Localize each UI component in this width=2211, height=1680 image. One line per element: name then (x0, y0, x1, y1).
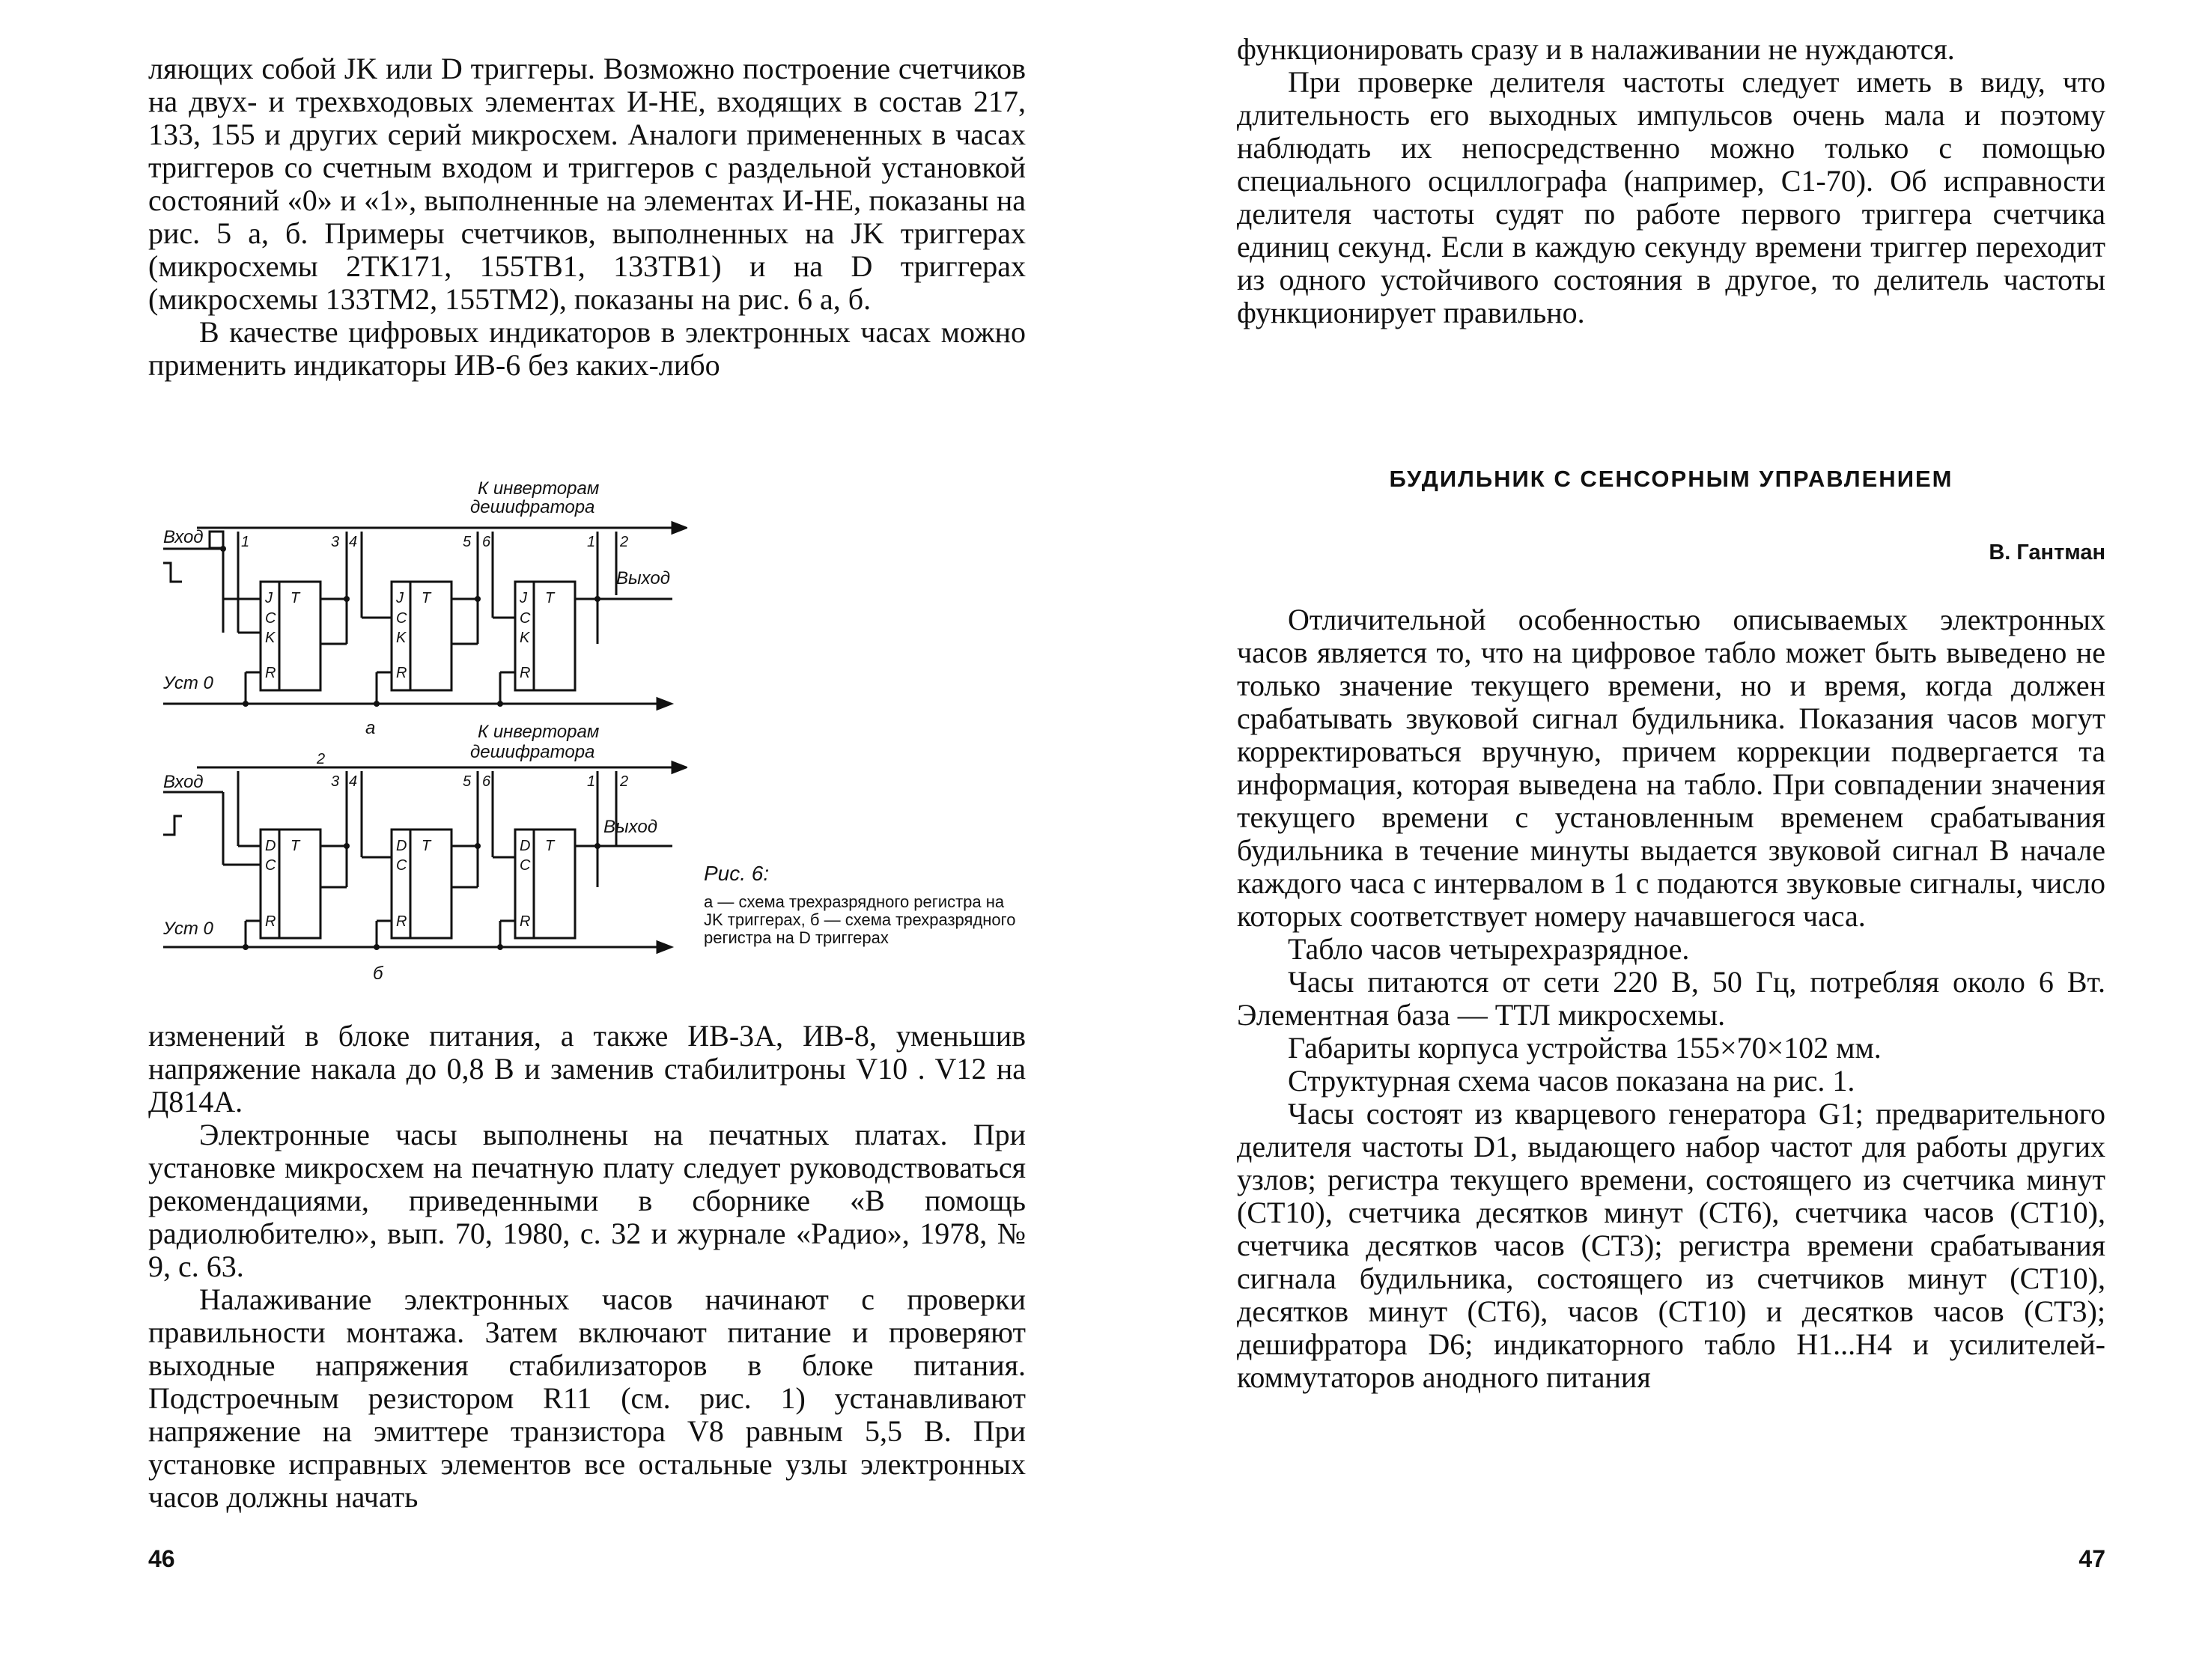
pin-label: T (422, 838, 431, 854)
pin-label: K (520, 630, 530, 646)
pin-number: 6 (482, 773, 491, 790)
pin-number: 4 (349, 534, 358, 550)
article-heading: БУДИЛЬНИК С СЕНСОРНЫМ УПРАВЛЕНИЕМ (1389, 466, 1953, 492)
paragraph: Структурная схема часов показана на рис. 1. (1288, 1064, 1855, 1098)
pin-label: J (265, 590, 273, 606)
pin-label: D (520, 838, 531, 854)
pin-number: 2 (620, 534, 629, 550)
pin-label: C (396, 610, 407, 627)
figure-caption (704, 862, 1026, 947)
paragraph: функционировать сразу и в налаживании не нуждаются. (1237, 32, 1955, 66)
pin-label: C (265, 610, 276, 627)
pin-number: 3 (331, 534, 340, 550)
subfigure-label-b: б (373, 964, 383, 984)
pin-label: C (265, 857, 276, 874)
pin-number: 5 (463, 773, 472, 790)
paragraph: Часы состоят из кварцевого генератора G1; предварительного делителя частоты D1, выдающего набор частот для работы других узлов; регистра текущего времени, состоящего из счетчика минут (CT10), счетчика десятков минут (CT6), счетчика часов (CT10), счетчика десятков часов (CT3); регистра времени срабатывания сигнала будильника, состоящего из счетчиков минут (CT10), десятков минут (CT6), часов (CT10) и десятков часов (CT3); дешифратора D6; индикаторного табло H1...H4 и усилителей-коммутаторов анодного питания (1237, 1097, 2105, 1394)
pin-label: D (265, 838, 276, 854)
paragraph: Электронные часы выполнены на печатных платах. При установке микросхем на печатную плату следует руководствоваться рекомендациями, приведенными в сборнике «В помощь радиолюбителю», вып. 70, 1980, с. 32 и журнале «Радио», 1978, № 9, с. 63. (148, 1118, 1026, 1283)
label-output: Выход (603, 817, 658, 837)
label-decoder: дешифратора (470, 497, 595, 517)
left-text-top (148, 52, 1026, 382)
page-number: 47 (2078, 1545, 2105, 1572)
pin-label: R (520, 913, 531, 930)
pin-number: 1 (587, 534, 596, 550)
pin-label: R (520, 665, 531, 681)
pin-label: J (520, 590, 527, 606)
label-input: Вход (163, 527, 204, 547)
pin-label: T (545, 838, 555, 854)
label-reset: Уст 0 (163, 673, 213, 693)
paragraph: Отличительной особенностью описываемых электронных часов является то, что на цифровое табло может быть выведено не только значение текущего времени, но и время, когда должен срабатывать звуковой сигнал будильника. Показания часов могут корректироваться вручную, причем коррекции подвергается та информация, которая выведена на табло. При совпадении значения текущего времени с установленным временем срабатывания будильника в течение минуты выдается звуковой сигнал В начале каждого часа с интервалом в 1 с подаются звуковые сигналы, число которых соответствует номеру начавшегося часа. (1237, 603, 2105, 933)
paragraph: В качестве цифровых индикаторов в электронных часах можно применить индикаторы ИВ-6 без каких-либо (148, 315, 1026, 382)
label-output: Выход (616, 568, 671, 588)
paragraph: Часы питаются от сети 220 В, 50 Гц, потребляя около 6 Вт. Элементная база — ТТЛ микросхемы. (1237, 965, 2105, 1032)
pin-number: 5 (463, 534, 472, 550)
paragraph: Табло часов четырехразрядное. (1288, 932, 1690, 966)
figure-caption-text: а — схема трехразрядного регистра на JK триггерах, б — схема трехразрядного регистра на D триггерах (704, 892, 1016, 947)
label-input: Вход (163, 772, 204, 792)
pin-label: C (396, 857, 407, 874)
page-number: 46 (148, 1545, 175, 1572)
label-reset: Уст 0 (163, 919, 213, 939)
pin-number: 1 (241, 534, 250, 550)
pin-number: 4 (349, 773, 358, 790)
paragraph: изменений в блоке питания, а также ИВ-3А, ИВ-8, уменьшив напряжение накала до 0,8 В и заменив стабилитроны V10 . V12 на Д814А. (148, 1019, 1026, 1119)
pin-label: K (265, 630, 276, 646)
label-to-inverters: К инверторам (478, 722, 600, 742)
paragraph: Габариты корпуса устройства 155×70×102 мм. (1288, 1031, 1882, 1065)
pin-label: C (520, 857, 531, 874)
right-text-top (1237, 33, 2105, 329)
left-text-bottom (148, 1020, 1026, 1514)
label-to-inverters: К инверторам (478, 479, 600, 499)
pin-label: K (396, 630, 407, 646)
figure-6-circuit (148, 479, 687, 988)
article-author: В. Гантман (1989, 541, 2105, 564)
paragraph: При проверке делителя частоты следует иметь в виду, что длительность его выходных импульсов очень мала и поэтому наблюдать их непосредственно можно только с помощью специального осциллографа (например, С1-70). Об исправности делителя частоты судят по работе первого триггера счетчика единиц секунд. Если в каждую секунду времени триггер переходит из одного устойчивого состояния в другое, то делитель частоты функционирует правильно. (1237, 65, 2105, 329)
pin-label: R (265, 665, 276, 681)
pin-label: T (291, 838, 300, 854)
pin-number: 2 (620, 773, 629, 790)
pin-label: R (265, 913, 276, 930)
paragraph: Налаживание электронных часов начинают с проверки правильности монтажа. Затем включают питание и проверяют выходные напряжения стабилизаторов в блоке питания. Подстроечным резистором R11 (см. рис. 1) устанавливают напряжение на эмиттере транзистора V8 равным 5,5 В. При установке исправных элементов все остальные узлы электронных часов должны начать (148, 1282, 1026, 1514)
paragraph: ляющих собой JK или D триггеры. Возможно построение счетчиков на двух- и трехвходовых элементах И-НЕ, входящих в состав 217, 133, 155 и других серий микросхем. Аналоги примененных в часах триггеров со счетным входом и триггеров с раздельной установкой состояний «0» и «1», выполненные на элементах И-НЕ, показаны на рис. 5 а, б. Примеры счетчиков, выполненных на JK триггерах (микросхемы 2ТК171, 155ТВ1, 133ТВ1) и на D триггерах (микросхемы 133ТМ2, 155ТМ2), показаны на рис. 6 а, б. (148, 52, 1026, 316)
right-text-bottom (1237, 603, 2105, 1394)
pin-label: R (396, 665, 407, 681)
pin-number: 6 (482, 534, 491, 550)
pin-number: 3 (331, 773, 340, 790)
right-page (1105, 0, 2211, 1680)
pin-label: T (545, 590, 555, 606)
subfigure-label-a: а (365, 718, 376, 738)
pin-label: R (396, 913, 407, 930)
pin-label: T (422, 590, 431, 606)
label-decoder: дешифратора (470, 742, 595, 762)
pin-label: C (520, 610, 531, 627)
pin-label: T (291, 590, 300, 606)
pin-number: 2 (317, 751, 326, 767)
pin-label: D (396, 838, 407, 854)
pin-number: 1 (587, 773, 596, 790)
figure-title: Рис. 6: (704, 862, 770, 885)
pin-label: J (396, 590, 404, 606)
